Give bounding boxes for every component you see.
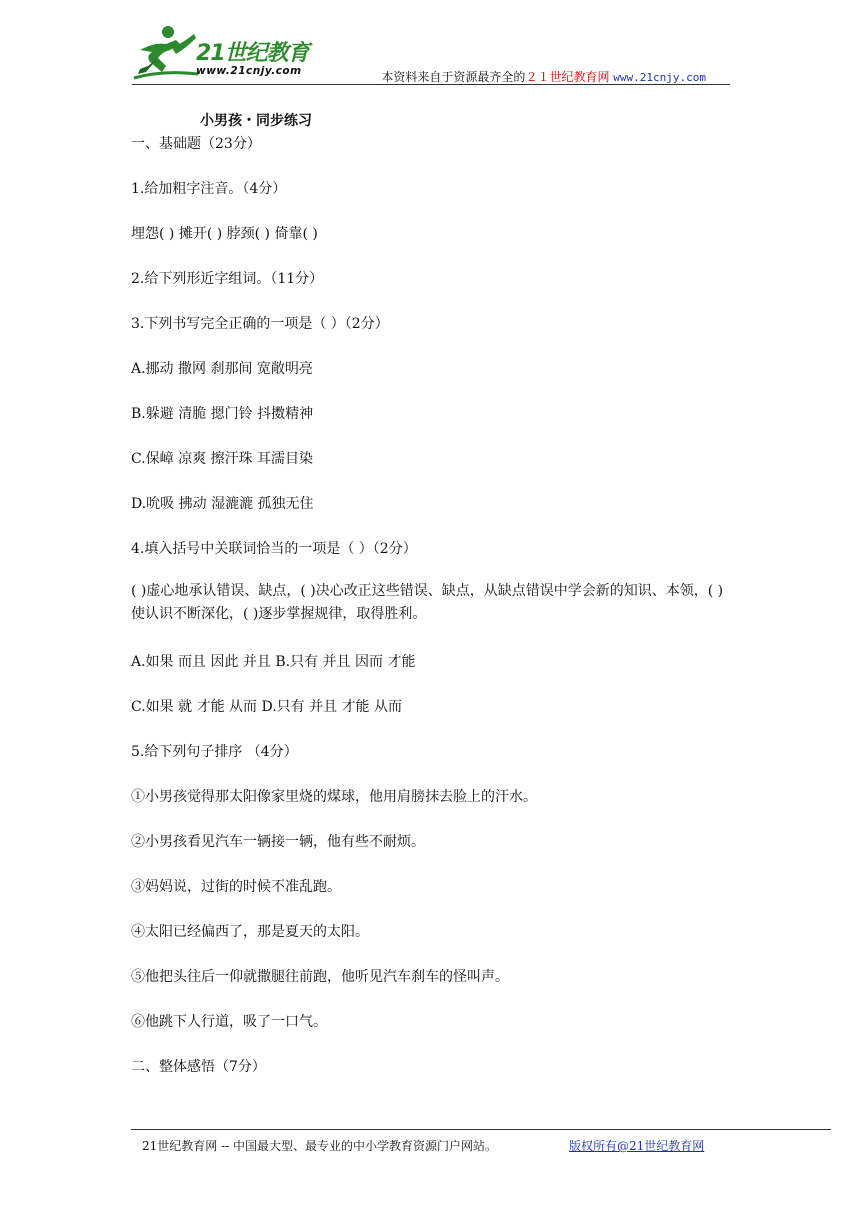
question-3-option-c: C.保嶂 凉爽 擦汗珠 耳濡目染: [131, 451, 314, 467]
question-4: 4.填入括号中关联词恰当的一项是（ ）（2分）: [131, 541, 417, 557]
source-url-link[interactable]: www.21cnjy.com: [613, 71, 706, 84]
logo-text: 21世纪教育: [196, 41, 309, 66]
doc-title: 小男孩・同步练习: [200, 113, 312, 129]
source-site-link[interactable]: ２１世纪教育网: [525, 70, 610, 84]
question-3-option-a: A.挪动 撒网 刹那间 宽敞明亮: [131, 361, 313, 377]
question-1: 1.给加粗字注音。（4分）: [131, 181, 287, 197]
question-3-option-d: D.吮吸 拂动 湿漉漉 孤独无住: [131, 496, 314, 512]
sentence-2: ②小男孩看见汽车一辆接一辆，他有些不耐烦。: [131, 834, 425, 850]
question-4-options-cd: C.如果 就 才能 从而 D.只有 并且 才能 从而: [131, 699, 402, 715]
question-2: 2.给下列形近字组词。（11分）: [131, 271, 324, 287]
section-heading: 一、基础题（23分）: [131, 136, 261, 152]
sentence-3: ③妈妈说，过街的时候不准乱跑。: [131, 879, 341, 895]
site-logo[interactable]: [132, 22, 332, 82]
copyright-link[interactable]: 版权所有@21世纪教育网: [569, 1139, 705, 1153]
question-4-options-ab: A.如果 而且 因此 并且 B.只有 并且 因而 才能: [131, 654, 416, 670]
footer-divider: [131, 1129, 831, 1130]
question-3: 3.下列书写完全正确的一项是（ ）（2分）: [131, 316, 389, 332]
footer-text: 21世纪教育网 -- 中国最大型、最专业的中小学教育资源门户网站。: [142, 1139, 498, 1153]
header-divider: [132, 84, 730, 85]
question-1-items: 埋怨( ) 摊开( ) 脖颈( ) 倚靠( ): [131, 226, 318, 242]
header-source-note: [381, 68, 706, 85]
page-header: [132, 22, 730, 84]
question-5: 5.给下列句子排序 （4分）: [131, 744, 298, 760]
logo-url: www.21cnjy.com: [196, 65, 302, 77]
sentence-1: ①小男孩觉得那太阳像家里烧的煤球，他用肩膀抹去脸上的汗水。: [131, 789, 537, 805]
sentence-5: ⑤他把头往后一仰就撒腿往前跑，他听见汽车刹车的怪叫声。: [131, 969, 509, 985]
sentence-4: ④太阳已经偏西了，那是夏天的太阳。: [131, 924, 369, 940]
section-heading-2: 二、整体感悟（7分）: [131, 1059, 266, 1075]
running-figure-icon: [132, 22, 202, 82]
question-3-option-b: B.躲避 清脆 摁门铃 抖擞精神: [131, 406, 314, 422]
sentence-6: ⑥他跳下人行道，吸了一口气。: [131, 1014, 327, 1030]
question-4-passage: ( )虚心地承认错误、缺点，( )决心改正这些错误、缺点，从缺点错误中学会新的知识、本领，( )使认识不断深化，( )逐步掌握规律，取得胜利。: [131, 583, 724, 622]
source-prefix: 本资料来自于资源最齐全的: [381, 70, 526, 84]
